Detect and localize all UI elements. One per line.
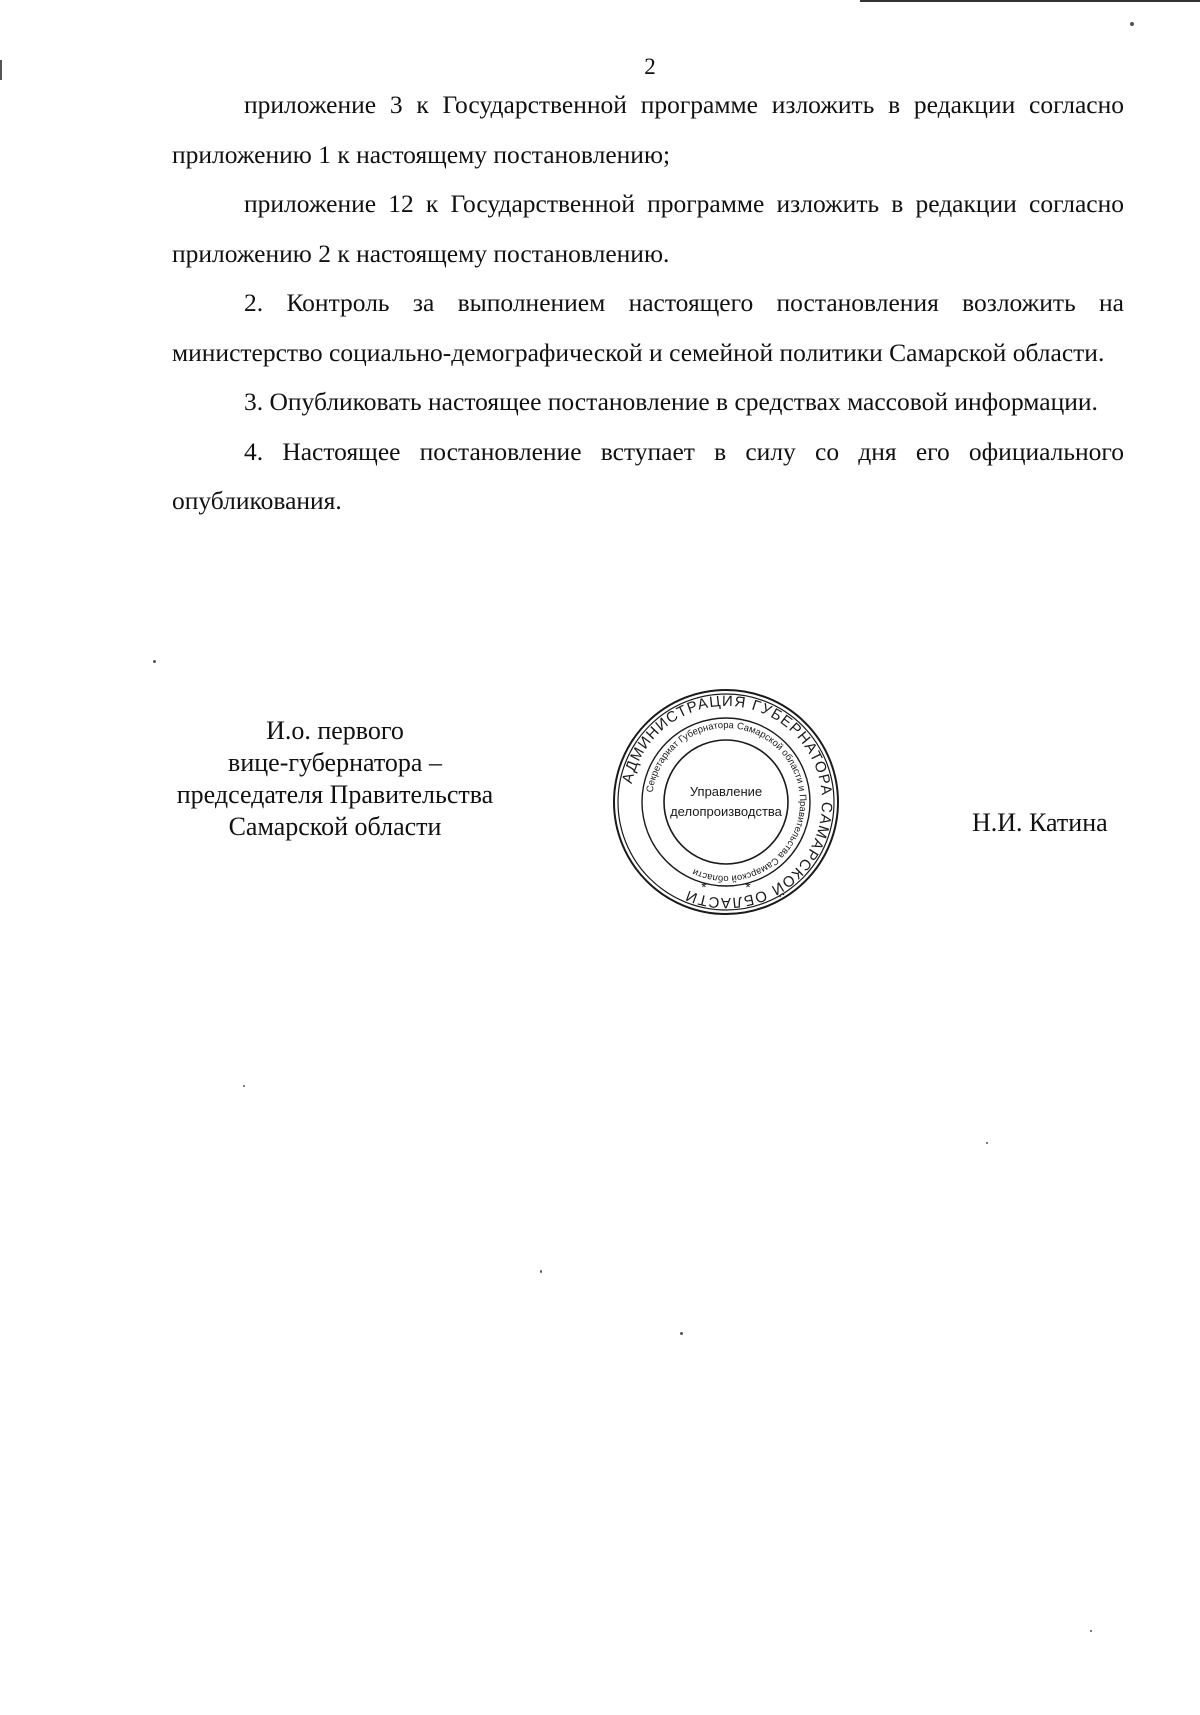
signatory-title-line: председателя Правительства (176, 780, 494, 809)
paragraph-control: 2. Контроль за выполнением настоящего постановления возложить на министерство социально-демографической и семейной политики Самарской области. (172, 288, 1124, 367)
signatory-name: Н.И. Катина (972, 808, 1108, 837)
paragraph-publish: 3. Опубликовать настоящее постановление в средствах массовой информации. (244, 387, 1098, 416)
signatory-title-line: вице-губернатора – (228, 748, 442, 777)
stamp-outer-text: АДМИНИСТРАЦИЯ ГУБЕРНАТОРА САМАРСКОЙ ОБЛАСТИ (618, 692, 836, 912)
scan-edge-line (860, 0, 1200, 2)
official-stamp (612, 688, 840, 916)
scan-speck (153, 660, 156, 663)
signatory-title-line: И.о. первого (266, 716, 404, 745)
paragraph-appendix-3: приложение 3 к Государственной программе изложить в редакции согласно приложению 1 к настоящему постановлению; (172, 90, 1124, 169)
stamp-star: * (701, 879, 707, 895)
signatory-title-line: Самарской области (228, 812, 442, 841)
page-number: 2 (644, 54, 656, 79)
scan-speck (680, 1332, 683, 1335)
paragraph-appendix-12: приложение 12 к Государственной программе изложить в редакции согласно приложению 2 к настоящему постановлению. (172, 189, 1124, 268)
stamp-inner-text: Секретариат Губернатора Самарской области и Правительства Самарской области (644, 719, 809, 885)
stamp-center-line: Управление (689, 784, 763, 799)
scan-speck (243, 1085, 245, 1087)
signatory-title (160, 715, 510, 843)
scan-speck (986, 1142, 988, 1144)
stamp-star: * (745, 879, 751, 895)
document-body (172, 80, 1124, 526)
scan-speck (1090, 1630, 1092, 1632)
stamp-center-line: делопроизводства (670, 804, 782, 819)
scan-speck (540, 1270, 542, 1273)
paragraph-effective-date: 4. Настоящее постановление вступает в силу со дня его официального опубликования. (172, 436, 1124, 515)
scan-speck (1130, 22, 1134, 26)
scan-speck (0, 60, 2, 80)
